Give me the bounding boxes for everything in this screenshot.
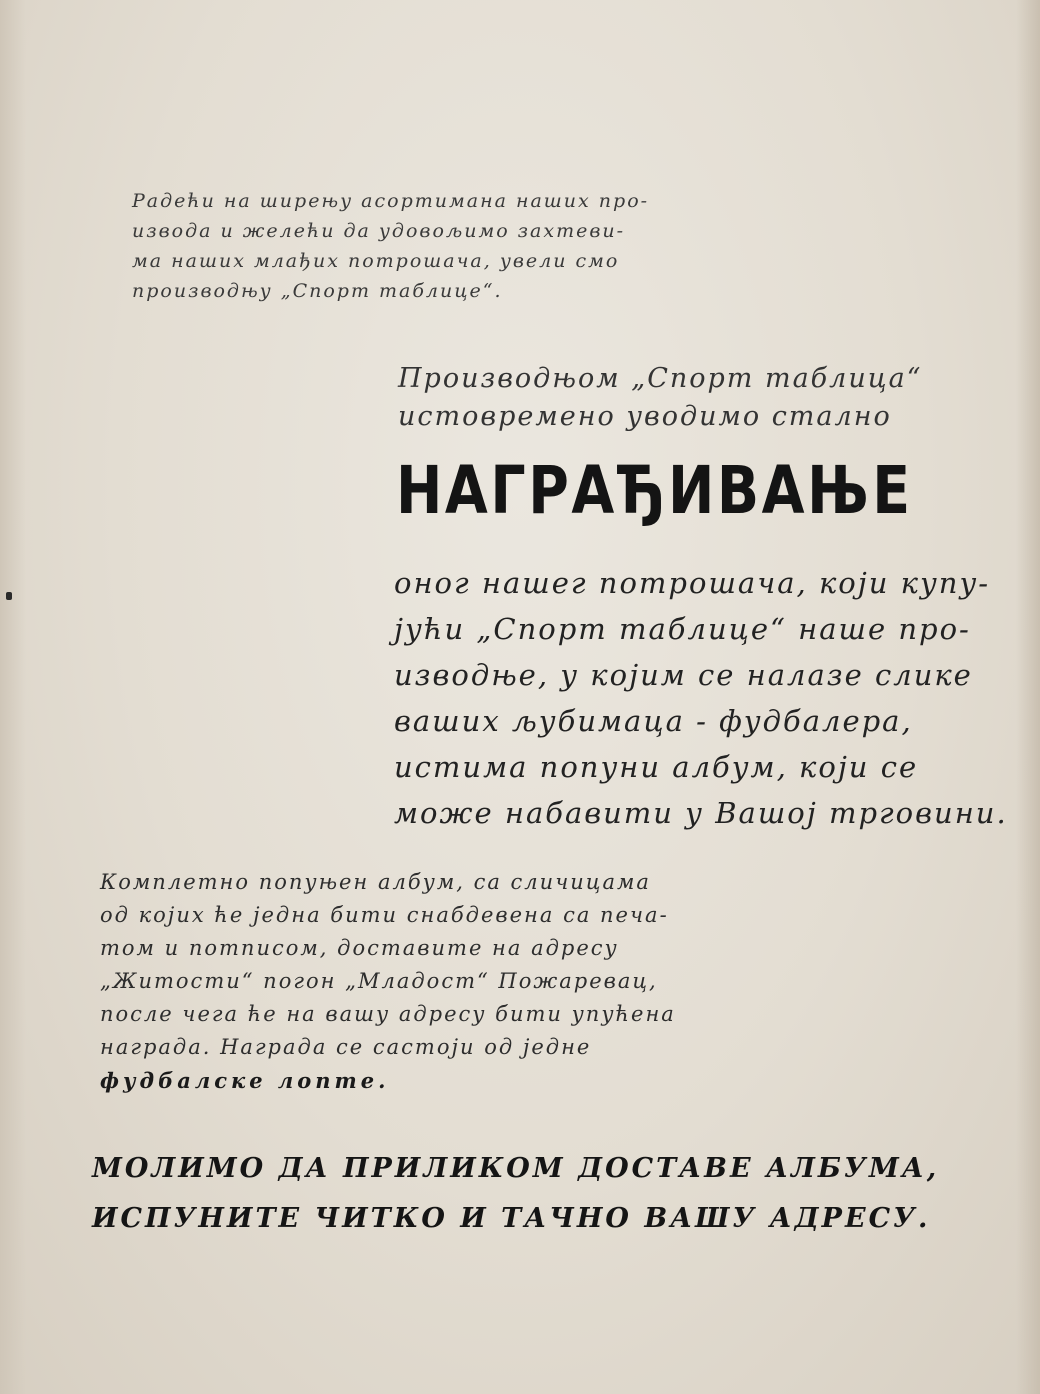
body-line: истима попуни албум, који се: [394, 750, 919, 784]
sub-intro-line: истовремено уводимо стално: [398, 401, 892, 432]
instructions-line: награда. Награда се састоји од једне: [100, 1035, 592, 1059]
instructions-paragraph: [100, 866, 676, 1098]
body-line: може набавити у Вашој трговини.: [394, 796, 1008, 830]
instructions-line: од којих ће једна бити снабдевена са печа-: [100, 903, 669, 927]
closing-notice: [92, 1144, 939, 1244]
intro-line: производњу „Спорт таблице“.: [132, 280, 503, 302]
intro-line: извода и желећи да удовољимо захтеви-: [132, 220, 626, 242]
body-line: ваших љубимаца - фудбалера,: [394, 704, 913, 738]
instructions-line: „Житости“ погон „Младост“ Пожаревац,: [100, 969, 658, 993]
body-line: изводње, у којим се налазе слике: [394, 658, 973, 692]
intro-line: Радећи на ширењу асортимана наших про-: [132, 190, 650, 212]
instructions-line: [100, 1064, 676, 1098]
intro-line: ма наших млађих потрошача, увели смо: [132, 250, 620, 272]
body-line: јући „Спорт таблице“ наше про-: [394, 612, 971, 646]
instructions-line: том и потписом, доставите на адресу: [100, 936, 619, 960]
sub-intro-line: Производњом „Спорт таблица“: [398, 363, 923, 394]
instructions-emphasis: фудбалске лопте.: [100, 1068, 390, 1093]
instructions-line: Комплетно попуњен албум, са сличицама: [100, 870, 651, 894]
sub-intro-paragraph: [398, 360, 922, 436]
instructions-line: после чега ће на вашу адресу бити упућена: [100, 1002, 676, 1026]
closing-line: МОЛИМО ДА ПРИЛИКОМ ДОСТАВЕ АЛБУМА,: [92, 1153, 940, 1184]
closing-line: ИСПУНИТЕ ЧИТКО И ТАЧНО ВАШУ АДРЕСУ.: [92, 1203, 931, 1234]
headline: НАГРАЂИВАЊЕ: [396, 452, 913, 529]
body-paragraph: [394, 560, 1008, 836]
body-line: оног нашег потрошача, који купу-: [394, 566, 991, 600]
intro-paragraph: [132, 186, 649, 306]
staple-mark-icon: [6, 592, 12, 600]
